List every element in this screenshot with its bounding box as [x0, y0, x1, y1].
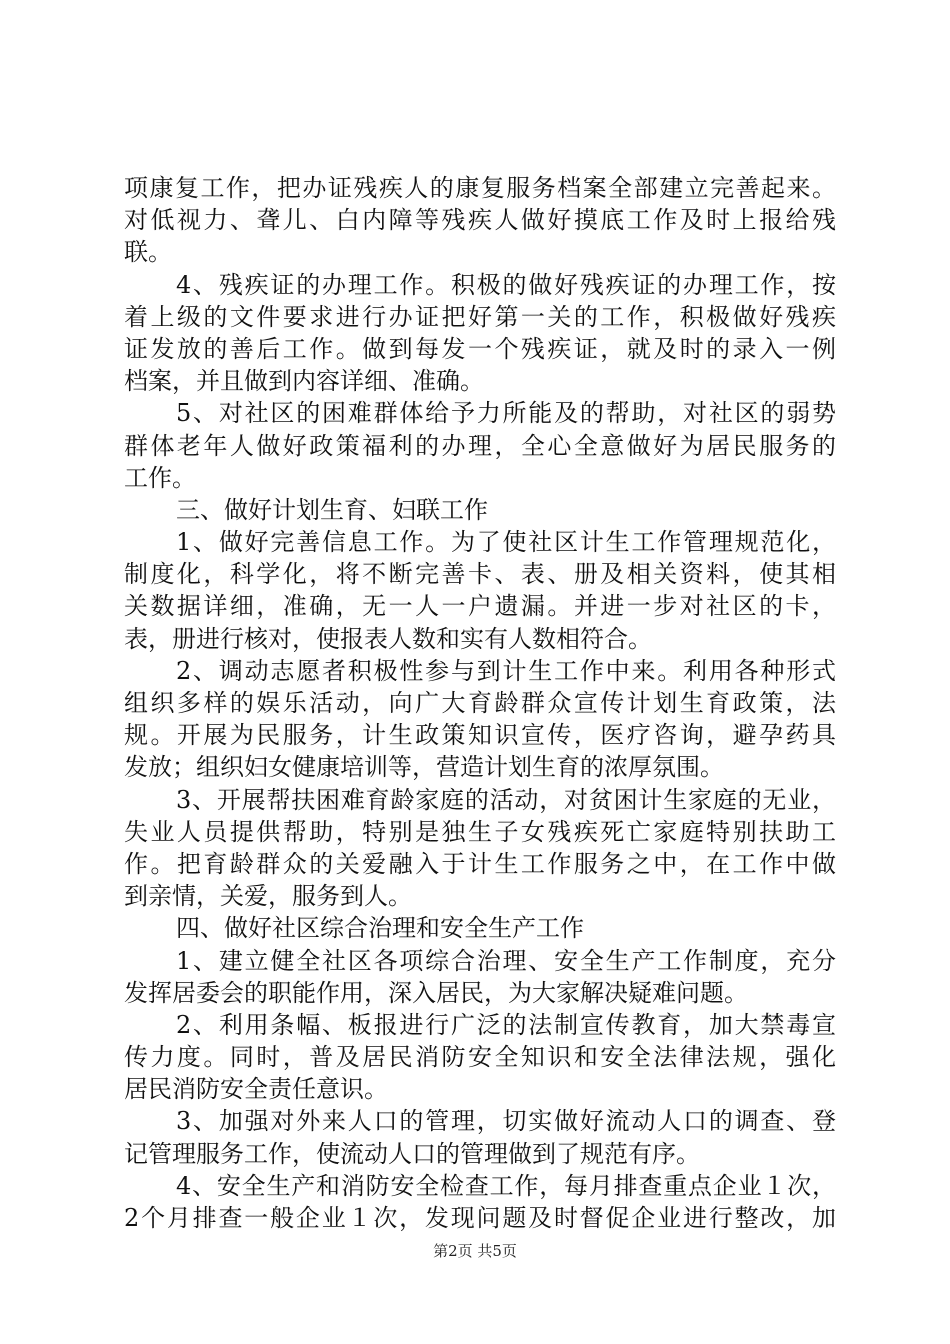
text-line: 4、残疾证的办理工作。积极的做好残疾证的办理工作，按 [176, 270, 836, 299]
text-line: 制度化，科学化，将不断完善卡、表、册及相关资料，使其相 [124, 560, 836, 589]
text-line: 3、开展帮扶困难育龄家庭的活动，对贫困计生家庭的无业， [176, 785, 836, 814]
text-line: 着上级的文件要求进行办证把好第一关的工作，积极做好残疾 [124, 302, 836, 331]
text-line: 关数据详细，准确，无一人一户遗漏。并进一步对社区的卡， [124, 592, 836, 621]
text-line: 作。把育龄群众的关爱融入于计生工作服务之中，在工作中做 [124, 849, 836, 878]
text-line: 4、安全生产和消防安全检查工作，每月排查重点企业１次， [176, 1171, 836, 1200]
text-line: 失业人员提供帮助，特别是独生子女残疾死亡家庭特别扶助工 [124, 817, 836, 846]
text-line: 5、对社区的困难群体给予力所能及的帮助，对社区的弱势 [176, 399, 836, 428]
text-line: 规。开展为民服务，计生政策知识宣传，医疗咨询，避孕药具 [124, 721, 836, 750]
text-line: 三、做好计划生育、妇联工作 [176, 495, 488, 524]
text-line: 项康复工作，把办证残疾人的康复服务档案全部建立完善起来。 [124, 174, 836, 202]
text-line: 四、做好社区综合治理和安全生产工作 [176, 914, 584, 943]
text-line: 表，册进行核对，使报表人数和实有人数相符合。 [124, 624, 652, 653]
text-line: 2个月排查一般企业１次，发现问题及时督促企业进行整改，加 [124, 1204, 836, 1232]
text-line: 传力度。同时，普及居民消防安全知识和安全法律法规，强化 [124, 1043, 836, 1072]
text-line: 群体老年人做好政策福利的办理，全心全意做好为居民服务的 [124, 431, 836, 460]
text-line: 到亲情，关爱，服务到人。 [124, 882, 412, 911]
text-line: 对低视力、聋儿、白内障等残疾人做好摸底工作及时上报给残 [124, 206, 836, 235]
text-line: 档案，并且做到内容详细、准确。 [124, 367, 484, 396]
text-line: 居民消防安全责任意识。 [124, 1075, 388, 1104]
text-line: 2、利用条幅、板报进行广泛的法制宣传教育，加大禁毒宣 [176, 1010, 836, 1039]
text-line: 1、建立健全社区各项综合治理、安全生产工作制度，充分 [176, 946, 836, 975]
text-line: 组织多样的娱乐活动，向广大育龄群众宣传计划生育政策，法 [124, 689, 836, 717]
text-line: 发放；组织妇女健康培训等，营造计划生育的浓厚氛围。 [124, 753, 724, 782]
text-line: 3、加强对外来人口的管理，切实做好流动人口的调查、登 [176, 1107, 836, 1136]
text-line: 1、做好完善信息工作。为了使社区计生工作管理规范化， [176, 528, 836, 557]
document-body [124, 172, 836, 1234]
page-footer: 第2页 共5页 [433, 1242, 517, 1260]
text-line: 2、调动志愿者积极性参与到计生工作中来。利用各种形式 [176, 656, 836, 685]
text-line: 证发放的善后工作。做到每发一个残疾证，就及时的录入一例 [124, 334, 836, 363]
text-line: 联。 [124, 238, 172, 267]
text-line: 工作。 [124, 463, 196, 492]
text-line: 记管理服务工作，使流动人口的管理做到了规范有序。 [124, 1139, 700, 1168]
text-line: 发挥居委会的职能作用，深入居民，为大家解决疑难问题。 [124, 978, 748, 1007]
